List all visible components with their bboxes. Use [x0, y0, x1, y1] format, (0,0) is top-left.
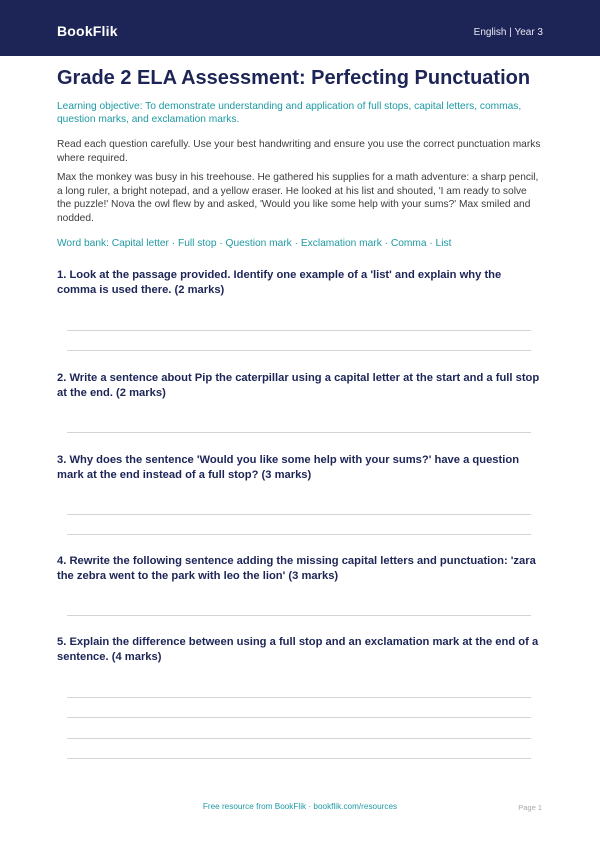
answer-line[interactable] — [67, 534, 531, 535]
header-bar — [0, 0, 600, 56]
answer-line[interactable] — [67, 432, 531, 433]
reading-passage: Max the monkey was busy in his treehouse. He gathered his supplies for a math adventure: a sharp pencil, a long ruler, a bright notepad, and a yellow eraser. He looked at his list and shouted, 'I am ready to solve the puzzle!' Nova the owl flew by and asked, 'Would you like some help with your sums?' Max smiled and nodded. — [57, 172, 539, 224]
subject-label: English | Year 3 — [473, 27, 543, 38]
question-2: 2. Write a sentence about Pip the caterpillar using a capital letter at the start and a full stop at the end. (2 marks) — [57, 372, 540, 399]
answer-line[interactable] — [67, 697, 531, 698]
learning-objective: Learning objective: To demonstrate understanding and application of full stops, capital letters, commas, question marks, and exclamation marks. — [57, 101, 522, 125]
question-3: 3. Why does the sentence 'Would you like some help with your sums?' have a question mark at the end instead of a full stop? (3 marks) — [57, 454, 520, 481]
page-number: Page 1 — [518, 803, 542, 812]
word-bank: Word bank: Capital letter · Full stop · Question mark · Exclamation mark · Comma · List — [57, 238, 452, 249]
instructions: Read each question carefully. Use your best handwriting and ensure you use the correct punctuation marks where required. — [57, 139, 541, 164]
answer-line[interactable] — [67, 758, 531, 759]
answer-line[interactable] — [67, 738, 531, 739]
answer-line[interactable] — [67, 717, 531, 718]
footer-credit[interactable]: Free resource from BookFlik · bookflik.com/resources — [202, 802, 398, 811]
question-1: 1. Look at the passage provided. Identify one example of a 'list' and explain why the comma is used there. (2 marks) — [57, 269, 502, 296]
page-title: Grade 2 ELA Assessment: Perfecting Punctuation — [57, 67, 531, 89]
answer-line[interactable] — [67, 615, 531, 616]
answer-line[interactable] — [67, 330, 531, 331]
brand-logo-text[interactable]: BookFlik — [57, 23, 118, 39]
answer-line[interactable] — [67, 350, 531, 351]
answer-line[interactable] — [67, 514, 531, 515]
question-4: 4. Rewrite the following sentence adding the missing capital letters and punctuation: 'zara the zebra went to the park with leo the lion' (3 marks) — [57, 555, 536, 582]
question-5: 5. Explain the difference between using a full stop and an exclamation mark at the end of a sentence. (4 marks) — [57, 636, 539, 663]
